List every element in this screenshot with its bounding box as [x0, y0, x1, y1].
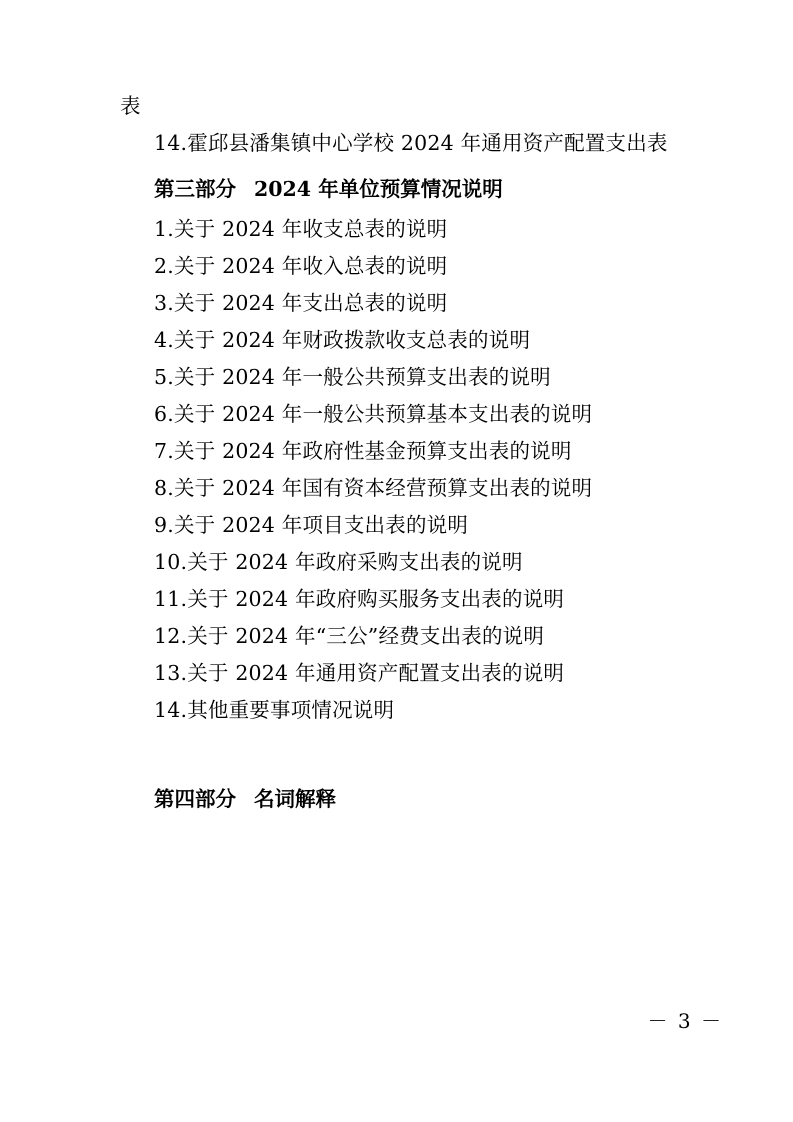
list-item: 9.关于 2024 年项目支出表的说明	[154, 513, 469, 537]
list-item: 4.关于 2024 年财政拨款收支总表的说明	[154, 328, 531, 352]
section-four-heading	[154, 781, 690, 818]
list-item: 3.关于 2024 年支出总表的说明	[154, 291, 448, 315]
section-three-label: 第三部分	[154, 177, 236, 201]
list-item: 7.关于 2024 年政府性基金预算支出表的说明	[154, 439, 572, 463]
list-item: 5.关于 2024 年一般公共预算支出表的说明	[154, 365, 551, 389]
section-four-label: 第四部分	[154, 787, 236, 811]
list-item: 12.关于 2024 年“三公”经费支出表的说明	[154, 624, 545, 648]
list-item: 2.关于 2024 年收入总表的说明	[154, 254, 448, 278]
list-item: 11.关于 2024 年政府购买服务支出表的说明	[154, 587, 565, 611]
list-item: 14.其他重要事项情况说明	[154, 698, 395, 722]
list-item: 8.关于 2024 年国有资本经营预算支出表的说明	[154, 476, 593, 500]
section-three-title: 2024 年单位预算情况说明	[254, 177, 503, 201]
list-item: 6.关于 2024 年一般公共预算基本支出表的说明	[154, 402, 593, 426]
page-content	[120, 88, 690, 818]
section-four-title: 名词解释	[254, 787, 336, 811]
page-number: － 3 －	[647, 1009, 723, 1033]
list-item: 1.关于 2024 年收支总表的说明	[154, 217, 448, 241]
toc-item-14-asset-table: 14.霍邱县潘集镇中心学校 2024 年通用资产配置支出表	[154, 131, 668, 155]
list-item: 10.关于 2024 年政府采购支出表的说明	[154, 550, 523, 574]
list-item: 13.关于 2024 年通用资产配置支出表的说明	[154, 661, 565, 685]
section-three-heading	[154, 171, 690, 208]
continuation-line: 表	[120, 94, 141, 118]
